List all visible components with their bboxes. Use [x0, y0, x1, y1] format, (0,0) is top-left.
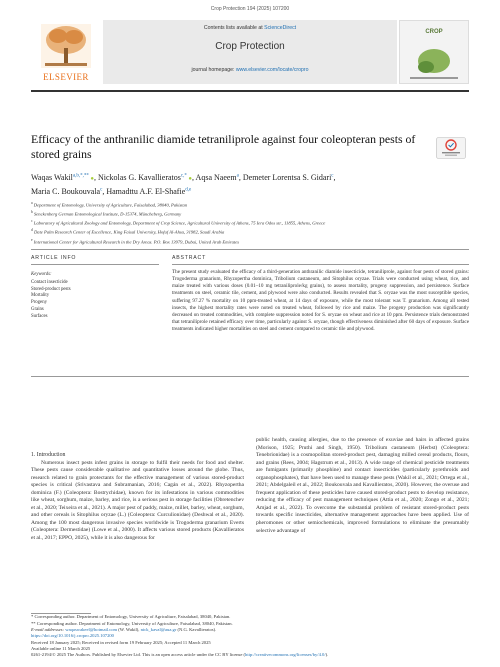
affiliation-list: [31, 200, 469, 246]
contents-prefix: Contents lists available at: [203, 25, 265, 31]
journal-title: Crop Protection: [215, 41, 285, 52]
body-column-right: [256, 437, 469, 535]
affiliation: $^a$ Department of Entomology, University of Agriculture, Faisalabad, 38040, Pakistan: [31, 201, 188, 208]
cover-title: CROP: [425, 29, 443, 35]
author[interactable]: Nickolas G. Kavallieratos$^{c,*}$ ●,: [98, 172, 196, 182]
license-line: 0261-2194/© 2025 The Authors. Published by Elsevier Ltd. This is an open access article under the CC BY license (http://creativecommons.org/licenses/by/4.0/).: [31, 652, 329, 658]
homepage-prefix: journal homepage:: [191, 67, 236, 73]
keyword: Progeny: [31, 300, 47, 306]
contents-line: [103, 25, 397, 31]
author[interactable]: Aqsa Naeem$^a$,: [195, 172, 243, 182]
email-line: E-mail addresses: waqaswakeel@hotmail.com (W. Wakil), nick_kaval@aua.gr (N.G. Kavallieratos).: [31, 627, 217, 632]
received-dates: Received 18 January 2025; Received in revised form 19 February 2025; Accepted 11 March 2025: [31, 639, 211, 645]
body-paragraph: public health, causing allergies, due to the presence of exuviae and hairs in affected grains (Morison, 1925; Pruthi and Singh, 1950). Tribolium castaneum (Herbst) (Coleoptera: Tenebrionidae) is a cosmopolitan stored-product pest, damaging milled cereal products, flours, and grains (Rees, 2004; Hagstrum et al., 2013). A wide range of chemical pesticide treatments are fumigants (primarily phosphine) and contact insecticides (particularly pyrethroids and organophosphates), that have been used to manage these pests (Wakil et al., 2021; Ortega et al., 2021; Abdelgaleil et al., 2022; Boukouvala and Kavallieratos, 2020). However, the overuse and frequent application of these pesticides have caused stored-product pests to develop resistance, reducing the efficacy of pest management techniques (Attia et al., 2020; Zongo et al., 2021; Amjad et al., 2022). To overcome the substantial problem of resistant stored-product pests towards specific insecticides, alternative management approaches have been applied. Use of pheromones or other semiochemicals, improved formulations to eliminate the presumably selective advantage of: [256, 437, 469, 534]
keyword: Surfaces: [31, 313, 48, 319]
journal-masthead: [31, 20, 469, 86]
abstract-text: The present study evaluated the efficacy of a third-generation anthranilic diamide insecticide, tetraniliprole, against four pests of stored grains: Trogoderma granarium, Rhyzopertha dominica, Tribolium castaneum, and Sitophilus oryzae. Trials were conducted using wheat, rice, and maize treated with various doses (0.01–10 mg tetraniliprole/kg grains), to assess mortality, progeny suppression, and persistence. Surface treatments on steel, ceramic tile, cement, and plywood were also conducted. Results revealed that S. oryzae was the most susceptible species, suffering 97.27 % mortality on 10 ppm-treated wheat, at 14 days of exposure, while the most tolerant was T. granarium. Among all tested insects, the highest mortality rates were noted on treated wheat, followed by rice and maize. The progeny production was significantly decreased on treated commodities, with complete suppression noted for S. oryzae on wheat and rice at 10 ppm. Persistence trials demonstrated that tetraniliprole retained efficacy over time, particularly against S. oryzae, though effectiveness diminished after 60 days of exposure. Surface treatments indicated higher mortalities on steel and cement compared to ceramic tile and plywood.: [172, 269, 469, 333]
affiliation: $^c$ Laboratory of Agricultural Zoology and Entomology, Department of Crop Science, Agricultural University of Athens, 75 Iera Odos str., 11855, Athens, Greece: [31, 219, 326, 226]
author[interactable]: Maria C. Boukouvala$^c$,: [31, 187, 107, 197]
abstract-end-divider: [31, 376, 469, 377]
affiliation: $^e$ International Center for Agricultural Research in the Dry Areas. P.O. Box 13979, Dubai, United Arab Emirates: [31, 237, 240, 245]
keyword: Mortality: [31, 293, 50, 299]
affiliation: $^b$ Senckenberg German Entomological Institute, D-15374, Müncheberg, Germany: [31, 210, 182, 217]
article-info-divider: [31, 264, 159, 265]
author[interactable]: Waqas Wakil$^{a,b,*,**}$ ●,: [31, 172, 98, 182]
email-link[interactable]: nick_kaval@aua.gr: [140, 627, 177, 632]
elsevier-tree-logo-icon: [31, 20, 101, 72]
section-divider: [31, 249, 469, 250]
elsevier-logo[interactable]: [31, 20, 101, 84]
article-metadata: [31, 627, 469, 658]
corresponding-author-note: * Corresponding author. Department of Entomology, University of Agriculture, Faisalabad, 38040, Pakistan.: [31, 614, 231, 619]
journal-cover-thumbnail[interactable]: [399, 20, 469, 84]
sciencedirect-link[interactable]: ScienceDirect: [264, 25, 297, 31]
orcid-icon[interactable]: ●: [186, 175, 192, 182]
cover-art-icon: [400, 39, 468, 85]
body-column-left: [31, 452, 244, 543]
keywords-list: [31, 280, 151, 320]
corresponding-author-note: ** Corresponding author. Department of Entomology, University of Agriculture, Faisalabad, 38040, Pakistan.: [31, 620, 233, 626]
article-title: Efficacy of the anthranilic diamide tetraniliprole against four coleopteran pests of stored grains: [31, 132, 416, 161]
keywords-label: Keywords:: [31, 272, 52, 277]
author[interactable]: Hamadttu A.F. El-Shafie$^{d,e}$: [106, 187, 192, 197]
check-for-updates-icon: [436, 137, 466, 159]
license-link[interactable]: http://creativecommons.org/licenses/by/4.0/: [245, 652, 326, 658]
body-paragraph: Numerous insect pests infest grains in storage to fulfil their needs for food and shelter. These pests cause considerable qualitative and quantitative losses around the globe. Thus, research related to grain protectants for the effective management of various stored-product species is critical (Srivastava and Subramanian, 2016; Cagán et al., 2022). Rhyzopertha dominica (F.) (Coleoptera: Bostrychidae), known for its infestations in various commodities like wheat, sorghum, maize, barley, and rice, is a serious pest in storage facilities (Obretenchev et al., 2020; Teixeira et al., 2021). A major pest of paddy, maize, millet, barley, wheat, sorghum, and other cereals is Sitophilus oryzae (L.) (Coleoptera: Curculionidae) (Deshwal et al., 2020). Among the 100 most dangerous invasive species worldwide is Trogoderma granarium Everts (Coleoptera: Dermestidae) (Lowe et al., 2000). It affects various stored products (Kavallieratos et al., 2017; EPPO, 2025), while it is also dangerous for: [31, 459, 244, 542]
journal-reference: Crop Protection 194 (2025) 107200: [210, 6, 290, 12]
orcid-icon[interactable]: ●: [88, 175, 94, 182]
available-online: Available online 11 March 2025: [31, 645, 91, 651]
author-list: [31, 170, 469, 198]
keyword: Grains: [31, 306, 44, 312]
footnotes: [31, 614, 469, 628]
publisher-name: ELSEVIER: [43, 72, 89, 82]
doi-link[interactable]: https://doi.org/10.1016/j.cropro.2025.107200: [31, 633, 114, 639]
homepage-line: [103, 67, 397, 73]
masthead-divider: [31, 90, 469, 92]
author[interactable]: Demeter Lorentsa S. Gidari$^c$,: [242, 172, 336, 182]
keyword: Contact insecticide: [31, 280, 68, 285]
keyword: Stored-product pests: [31, 286, 71, 292]
section-heading-introduction: 1. Introduction: [31, 452, 66, 458]
homepage-link[interactable]: www.elsevier.com/locate/cropro: [235, 67, 309, 73]
article-info-heading: ARTICLE INFO: [31, 255, 77, 261]
check-for-updates-badge[interactable]: [436, 137, 466, 159]
abstract-heading: ABSTRACT: [172, 255, 207, 261]
affiliation: $^d$ Date Palm Research Center of Excellence, King Faisal University, Hofuf Al-Ahsa, 31982, Saudi Arabia: [31, 228, 225, 235]
journal-banner: [103, 20, 397, 84]
abstract-divider: [172, 264, 469, 265]
email-link[interactable]: waqaswakeel@hotmail.com: [65, 627, 118, 632]
